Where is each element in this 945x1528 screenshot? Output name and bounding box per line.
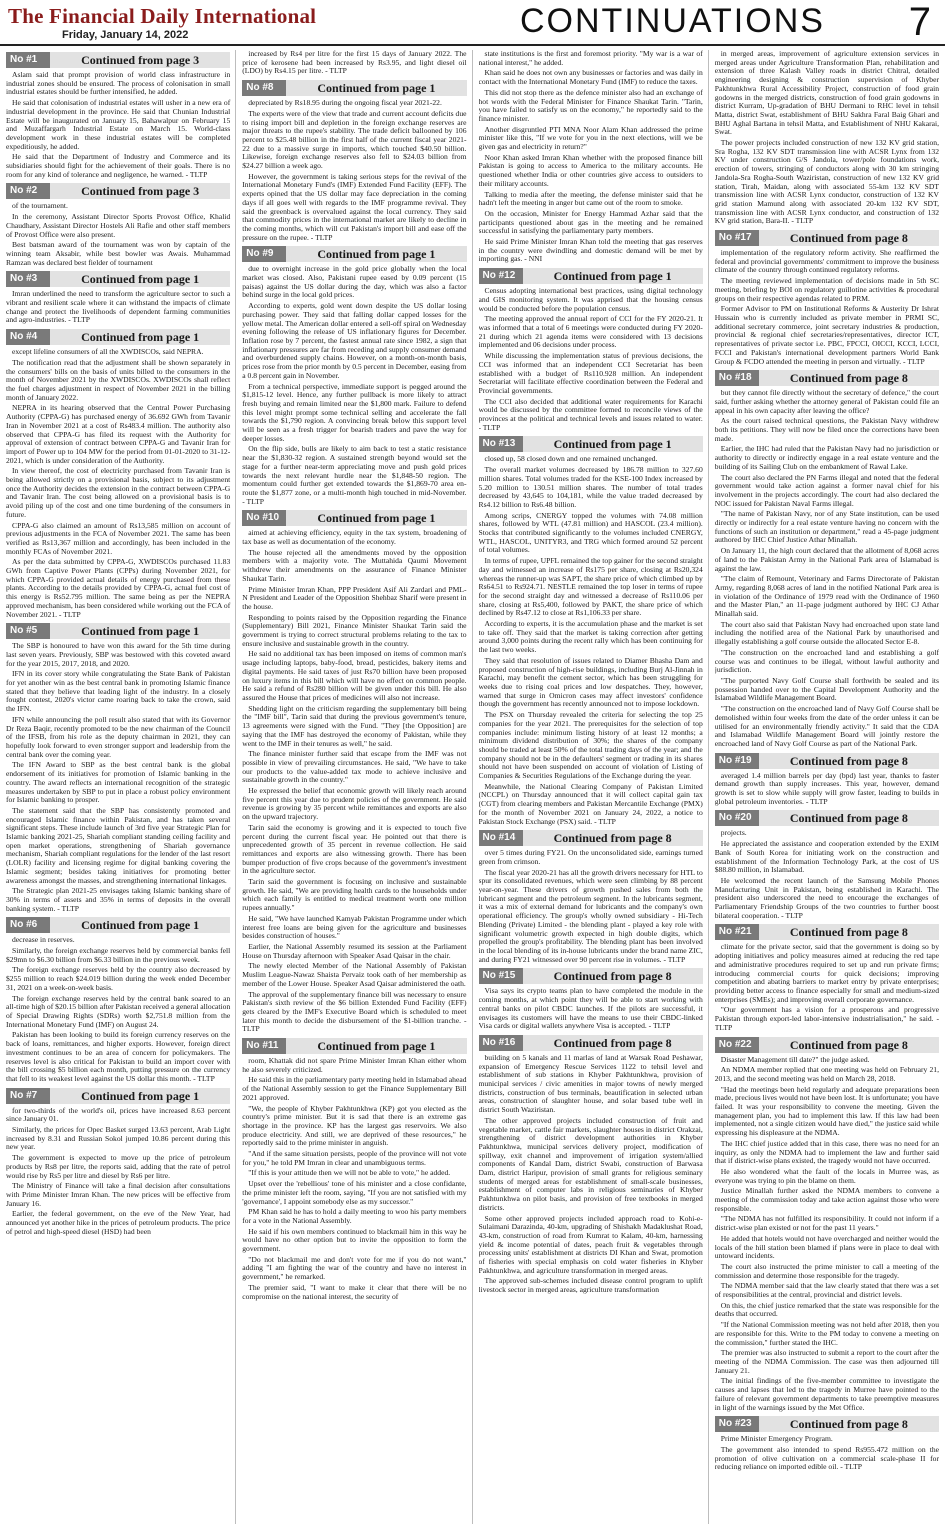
item-number: No #4 — [6, 329, 50, 345]
item-header — [242, 246, 466, 262]
paragraph: Meanwhile, the National Clearing Company of Pakistan Limited (NCCPL) on Thursday announced that it will collect capital gain tax (CGT) from clearing members and Pakistan Mercantile Exchange (PMX) for the month of November 2021 on January 24, 2022, a notice to Pakistan Stock Exchange (PSX) said. - TLTP — [478, 781, 703, 826]
item-header — [479, 968, 703, 984]
item-body — [242, 1057, 466, 1301]
paragraph: He said that colonisation of industrial estates will usher in a new era of industrial development in the province. He said that Chunian Industrial Estate will be inaugurated on January 15, Bahawalpur on February 15 and Muzaffargarh Industrial Estate on March 15. World-class development work in these industrial estates will be completed expeditiously, he added. — [6, 98, 231, 151]
item-number: No #13 — [479, 436, 523, 452]
paragraph: The foreign exchange reserves held by the country also decreased by $255 million to reach $24.019 billion during the week ended December 31, 2021 on a week-on-week basis. — [6, 965, 231, 992]
item-number: No #9 — [242, 246, 286, 262]
item-header — [715, 1416, 939, 1432]
paragraph: Talking to media after the meeting, the defense minister said that he hadn't left the meeting in anger but came out of the room to smoke. — [478, 189, 703, 208]
paragraph: CPPA-G also claimed an amount of Rs13,585 million on account of previous adjustments in the FCA of November 2021. The same has been verified as Rs13,367 million and accordingly, has been included in the monthly FCAs of November 2021. — [6, 520, 231, 556]
item-body — [6, 202, 230, 267]
paragraph: aimed at achieving efficiency, equity in the tax system, broadening of tax base as well as documentation of the economy. — [242, 528, 467, 547]
paragraph: "If the National Commission meeting was not held after 2018, then you are responsible for this. Write to the PM today to convene a meeting on the commission," further stated the IHC. — [714, 1320, 939, 1347]
continuation-item — [715, 753, 939, 807]
continuation-item — [479, 50, 703, 264]
item-title: Continued from page 8 — [759, 1416, 939, 1432]
item-number: No #16 — [479, 1035, 523, 1051]
paragraph: The NDMA member said that the law clearly stated that there was a set of responsibilities at the central, provincial and district levels. — [714, 1281, 939, 1300]
paragraph: Aslam said that prompt provision of world class infrastructure in industrial zones should be ensured. The process of colonisation in small industrial estates should be further intensified, he added. — [6, 70, 231, 97]
paragraph: Some other approved projects included approach road to Kohi-e-Sulaimani Darazinda, 40-km, upgrading of Shishakh Madaklushat Road, 43-km, construction of road from Kumrat to Kalam, 40-km, harnessing yield & income potential of dates, peach fruit & vegetables through processing units' establishment at districts DI Khan and Swat, promotion of fisheries with special emphasis on cold water fisheries in Khyber Pakhtunkhwa, and agriculture transformation in merged areas. — [478, 1213, 703, 1275]
paragraph: Prime Minister Emergency Program. — [720, 1434, 833, 1444]
continuation-item — [479, 436, 703, 826]
item-header — [715, 810, 939, 826]
continuation-item — [6, 623, 230, 913]
item-header — [715, 230, 939, 246]
item-body — [479, 455, 703, 826]
paragraph: The approved sub-schemes included disease control program to uplift livestock sector in merged areas, agriculture transformation — [478, 1276, 703, 1295]
paragraph: He said no additional tax has been imposed on items of common man's usage including laptops, baby-food, bread, pesticides, bakery items and digital payments. He said taxes of just Rs70 billion have been proposed on luxury items in this bill which will have no effect on common people. He said a refund of Rs280 billion will be given under this bill. He also assured the House that prices of medicines will also not increase. — [242, 649, 467, 702]
issue-date: Friday, January 14, 2022 — [62, 29, 189, 41]
paragraph: The court also declared the PN Farms illegal and noted that the federal government would take action against a former naval chief for his involvement in the projects accordingly. The court had also declared the NOC issued for Pakistan Naval Farms illegal. — [714, 472, 939, 508]
item-header — [715, 1037, 939, 1053]
item-header — [715, 924, 939, 940]
item-number: No #15 — [479, 968, 523, 984]
paragraph: for two-thirds of the world's oil, prices have increased 8.63 percent since January 01. — [6, 1105, 231, 1124]
paragraph: climate for the private sector, said that the government is doing so by adopting initiatives and policy measures aimed at reducing the red tape and administrative procedures required to set up and run private firms; introducing commercial courts for quick decisions; improving competition and abating barriers to market entry by private enterprises; providing better access to finance especially for small and medium-sized enterprises (SMEs); and improving overall corporate governance. — [714, 942, 939, 1004]
paragraph: The IHC chief justice added that in this case, there was no need for an inquiry, as only the NDMA had to implement the law and further said that if district-wise plans existed, the tragedy would not have occurred. — [714, 1138, 939, 1166]
masthead — [0, 0, 945, 46]
item-number: No #3 — [6, 271, 50, 287]
paragraph: According to experts, gold went down despite the US dollar losing purchasing power. They said that falling dollar capped losses for the yellow metal. The American dollar entered a sell-off spiral on Wednesday evening following the release of US inflationary figures for December. Inflation rose by 7 percent, the fastest annual rate since 1982, a sign that inflationary pressures are far from receding and supply consumer demand and overburdened supply chains. However, on a month-on-month basis, prices rose from the prior month by 0.5 percent in December, easing from a 0.8 percent gain in November. — [242, 301, 467, 380]
item-title: Continued from page 8 — [759, 753, 939, 769]
paragraph: Prime Minister Imran Khan, PPP President Asif Ali Zardari and PML-N President and Leader of the Opposition Shehbaz Sharif were present in the house. — [242, 584, 467, 611]
item-title: Continued from page 3 — [50, 52, 230, 68]
item-title: Continued from page 1 — [286, 1038, 466, 1054]
paragraph: According to experts, it is the accumulation phase and the market is set to take off. They said that the market is taking correction after getting around 3,000 points during the recent rally which has been continuing for the last two weeks. — [478, 619, 703, 655]
continuation-item — [6, 1088, 230, 1237]
paragraph: The government also intended to spend Rs955.472 million on the promotion of olive cultivation on a commercial scale-phase II for reducing reliance on imported edible oil. - TLTP — [714, 1444, 939, 1472]
item-number: No #5 — [6, 623, 50, 639]
continuation-item — [479, 1035, 703, 1295]
item-body — [242, 99, 466, 242]
paragraph: "And if the same situation persists, people of the province will not vote for you," he told PM Imran in clear and unambiguous terms. — [242, 1149, 467, 1167]
paragraph: "The construction on the encroached land and establishing a golf course was and continues to be illegal, without lawful authority and jurisdiction. — [714, 647, 939, 675]
paragraph: He said this in the parliamentary party meeting held in Islamabad ahead of the National Assembly session to get the Finance Supplementary Bill 2021 approved. — [242, 1075, 467, 1102]
paragraph: The court also instructed the prime minister to call a meeting of the commission and determine those responsible for the tragedy. — [714, 1261, 939, 1280]
item-title: Continued from page 8 — [759, 924, 939, 940]
item-header — [6, 271, 230, 287]
paragraph: Best batsman award of the tournament was won by captain of the winning team Aksabir, while best bowler was Awais. Muhammad Ramzan was declared best fielder of tournament — [6, 240, 231, 267]
paragraph: The Ministry of Finance will take a final decision after consultations with Prime Minister Imran Khan. The new prices will be effective from January 16. — [6, 1181, 231, 1208]
item-body — [479, 287, 703, 432]
paragraph: In view thereof, the cost of electricity purchased from Tavanir Iran is being allowed strictly on a provisional basis, subject to its adjustment once the Authority decides the extension in the contract between CPPA-G and Tavanir Iran. The cost being allowed on a provisional basis is to avoid piling up of the cost and one time burdening of the consumers in future. — [6, 466, 231, 519]
item-header — [6, 917, 230, 933]
paragraph: As per the data submitted by CPPA-G, XWDISCOs purchased 11.83 GWh from Captive Power Plants (CPPs) during November 2021, for which CPPA-G provided actual details of energy purchased from these plants. According to the details provided by CPPA-G, actual fuel cost of this energy is Rs52.795 million. The same being as per the NEPRA approved mechanism, has been considered while working out the FCA of November 2021. - TLTP — [6, 557, 231, 619]
item-title: Continued from page 1 — [286, 510, 466, 526]
item-number: No #2 — [6, 183, 50, 199]
column-1 — [6, 50, 236, 1524]
paragraph: He said that the Department of Industry and Commerce and its subsidiaries should fight for the achievement of their goals. There is no room for any kind of tolerance and negligence, he warned. - TLTP — [6, 152, 231, 179]
item-body — [242, 265, 466, 506]
paper-name: The Financial Daily International — [8, 4, 317, 28]
paragraph: The premier was also instructed to submit a report to the court after the meeting of the NDMA Commission. The case was then adjourned till January 21. — [714, 1348, 939, 1375]
paragraph: Tarin said the government is focusing on inclusive and sustainable growth. He said, "We are providing health cards to the households under which each family is entitled to medical treatment worth one million rupees annually." — [242, 877, 467, 913]
continuation-item — [6, 917, 230, 1083]
paragraph: of the tournament. — [12, 201, 68, 211]
paragraph: The meeting reviewed implementation of decisions made in 5th SC meeting, briefing by BOI on regulatory guillotine activities & procedural groups on their respective agendas related to PRM. — [714, 276, 939, 303]
item-title: Continued from page 1 — [523, 436, 703, 452]
paragraph: "The construction on the encroached land of Navy Golf Course shall be demolished within four weeks from the date of the order unless it can be utilised for an environmentally friendly activity." It said that the CDA and Islamabad Wildlife Management Board will jointly restore the encroached land of Navy Golf Course as part of the National Park. — [714, 704, 939, 748]
paragraph: The IFN Award to SBP as the best central bank is the global endorsement of its initiatives for promotion of Islamic banking in the country. The award reflects an international recognition of the strategic measures undertaken by SBP to put in place a robust policy environment for Islamic banking to prosper. — [6, 760, 231, 805]
item-body — [479, 50, 703, 264]
paragraph: Justice Minallah further asked the NDMA members to convene a meeting of the commission today and take action against those who were responsible. — [714, 1186, 939, 1213]
item-number: No #19 — [715, 753, 759, 769]
paragraph: The PSX on Thursday revealed the criteria for selecting the top 25 companies for the year 2021. The prerequisites for the selection of top companies include: minimum listing history of at least 12 months; a minimum dividend distribution of 30%; the shares of the company should be traded at least 50% of the total trading days of the year; and the company should not be in the defaulters' segment or trading in its shares should not have been suspended on account of violation of Listing of Companies & Securities Regulations of the Exchange during the year. — [478, 710, 703, 781]
continuation-item — [6, 52, 230, 179]
continuation-item — [479, 268, 703, 432]
item-body — [242, 529, 466, 1034]
paragraph: decrease in reserves. — [12, 935, 75, 945]
paragraph: NEPRA in its hearing observed that the Central Power Purchasing Authority (CPPA-G) has purchased energy of 36.692 GWh from Tavanir Iran in November 2021 at a cost of Rs483.4 million. The authority also observed that CPPA-G has filed its request with the Authority for approval of extension of contract between CPPA-G and Tavanir Iran for import of Power up to 104 MW for the period from 01-01-2020 to 31-12-2021, which is under consideration of the Authority. — [6, 403, 231, 465]
item-header — [479, 830, 703, 846]
item-body — [715, 1435, 939, 1472]
item-body — [479, 987, 703, 1031]
paragraph: implementation of the regulatory reform activity. She reaffirmed the federal and provincial governments' commitment to improve the business climate of the country through continued regulatory reforms. — [714, 248, 939, 275]
paragraph: Earlier, the National Assembly resumed its session at the Parliament House on Thursday afternoon with Speaker Asad Qaisar in the chair. — [242, 941, 467, 960]
item-number: No #12 — [479, 268, 523, 284]
paragraph: In terms of rupee, UPFL remained the top gainer for the second straight day and witnessed an increase of Rs175 per share, closing at Rs20,324 whereas the runner-up was SAPT, the share price of which climbed up by Rs64.51 to Rs924.71. NESTLE remained the top loser in terms of rupee for the second straight day and witnessed a decrease of Rs110.06 per share, closing at Rs5,400, followed by PAKT, the share price of which declined by Rs47.12 to close at Rs1,106.33 per share. — [478, 556, 703, 618]
item-title: Continued from page 1 — [523, 268, 703, 284]
item-title: Continued from page 8 — [759, 810, 939, 826]
item-title: Continued from page 1 — [50, 329, 230, 345]
item-title: Continued from page 1 — [50, 271, 230, 287]
paragraph: "The purported Navy Golf Course shall forthwith be sealed and its possession handed over to the Capital Development Authority and the Islamabad Wildlife Management Board. — [714, 676, 939, 703]
paragraph: On January 11, the high court declared that the allotment of 8,068 acres of land to the Pakistan Army in the National Park area of Islamabad is against the law. — [714, 546, 939, 573]
paragraph: "We, the people of Khyber Pakhtunkhwa (KP) got you elected as the country's prime minister. But it is sad that there is an extreme gas shortage in the province. KP has the largest gas reservoirs. We also produce electricity. And still, we are deprived of these resources," he reportedly said to the prime minister in anguish. — [242, 1103, 467, 1148]
item-body — [479, 1054, 703, 1295]
item-body — [6, 1107, 230, 1237]
paragraph: He appreciated the assistance and cooperation extended by the EXIM Bank of South Korea for initiating work on the construction and establishment of the Information Technology Park, at the cost of US $88.80 million, in Islamabad. — [714, 839, 939, 875]
column-4 — [715, 50, 939, 1524]
continuation-item — [242, 80, 466, 242]
item-body — [715, 1056, 939, 1413]
paragraph: He added that hotels would not have overcharged and neither would the locals of the hill station been blamed if plans were in place to deal with untoward incidents. — [714, 1233, 939, 1261]
paragraph: IFN while announcing the poll result also stated that with its Governor Dr Reza Baqir, recently promoted to be the new chairman of the Council of the IFSB, from his role as the deputy chairman in 2021, they can hopefully look forward to even stronger support and leadership from the central bank over the coming year. — [6, 714, 231, 759]
paragraph: Census adopting international best practices, using digital technology and GIS monitoring system. It was apprised that the housing census would be conducted before the population census. — [478, 286, 703, 313]
item-body — [242, 50, 466, 76]
paragraph: He said, "We have launched Kamyab Pakistan Programme under which interest free loans are being given for the agriculture and businesses besides construction of houses." — [242, 913, 467, 941]
item-body — [6, 642, 230, 913]
item-body — [715, 772, 939, 807]
item-number: No #7 — [6, 1088, 50, 1104]
paragraph: However, the government is taking serious steps for the revival of the International Monetary Fund's (IMF) Extended Fund Facility (EFF). The experts opined that the US dollar may face depreciation in the coming days if all goes well with regards to the IMF programme revival. They said the greenback is overvalued against the local currency. They said that commodity prices in the international market are likely to decline in the coming months, which will cut Pakistan's import bill and ease off the pressure on the rupee. - TLTP — [242, 171, 467, 242]
continuation-item — [242, 50, 466, 76]
item-body — [6, 348, 230, 619]
paragraph: As the court raised technical questions, the Pakistan Navy withdrew both its petitions. They will now be filed once the corrections have been made. — [714, 416, 939, 443]
item-title: Continued from page 1 — [50, 623, 230, 639]
item-number: No #23 — [715, 1416, 759, 1432]
paragraph: room, Khattak did not spare Prime Minister Imran Khan either whom he also severely criticized. — [242, 1056, 467, 1074]
paragraph: averaged 1.4 million barrels per day (bpd) last year, thanks to faster demand growth than supply increases. This year, however, demand growth is set to slow while supply will grow faster, leading to builds in global petroleum inventories. - TLTP — [714, 770, 939, 806]
paragraph: over 5 times during FY21. On the unconsolidated side, earnings turned green from crimson. — [478, 848, 703, 866]
column-2 — [242, 50, 472, 1524]
paragraph: Among scrips, CNERGY topped the volumes with 74.08 million shares, followed by WTL (47.81 million) and HASCOL (23.4 million). Stocks that contributed significantly to the volumes included CNERGY, WTL, HASCOL, UNITYR3, and TRG which formed around 52 percent of total volumes. — [478, 510, 703, 555]
continuation-item — [715, 230, 939, 366]
paragraph: From a technical perspective, immediate support is pegged around the $1,815-12 level. Hence, any further pullback is more likely to attract fresh buying and remain limited near the $1,800 mark. Failure to defend this level might prompt some technical selling and accelerate the fall towards the $1,790 region. A convincing break below this support level will be seen as a fresh trigger for bearish traders and pave the way for deeper losses. — [242, 381, 467, 443]
continuation-item — [715, 1037, 939, 1413]
continuation-item — [715, 1416, 939, 1472]
item-body — [479, 849, 703, 964]
paragraph: state institutions is the first and foremost priority. "My war is a war of national interest," he added. — [478, 50, 703, 67]
item-number: No #10 — [242, 510, 286, 526]
continuation-item — [479, 968, 703, 1031]
item-header — [479, 1035, 703, 1051]
continuation-item — [715, 924, 939, 1032]
paragraph: "The claim of Remount, Veterinary and Farms Directorate of Pakistan Army, regarding 8,068 acres of land in the notified National Park area is in violation of the Ordinance of 1979 read with the Ordinance of 1960 and the Master Plan," an 11-page judgment authored by IHC CJ Athar Minallah said. — [714, 574, 939, 619]
item-body — [715, 249, 939, 366]
paragraph: "The name of Pakistan Navy, nor of any State institution, can be used directly or indirectly for a real estate venture having no concern with the functions of such an institution or department," read a 45-page judgment authored by IHC Chief Justice Athar Minallah. — [714, 509, 939, 545]
item-number: No #1 — [6, 52, 50, 68]
page-number: 7 — [908, 0, 931, 44]
continuation-item — [715, 810, 939, 920]
item-number: No #6 — [6, 917, 50, 933]
item-title: Continued from page 1 — [286, 246, 466, 262]
paragraph: Similarly, the prices for Opec Basket surged 13.63 percent, Arab Light increased by 8.31 and Russian Sokol jumped 10.86 percent during this new year. — [6, 1125, 231, 1152]
section-title: CONTINUATIONS — [520, 2, 825, 40]
paragraph: While discussing the implementation status of previous decisions, the CCI was informed that an independent CCI Secretariat has been established with a budget of Rs110.928 million. An independent Secretariat will facilitate effective coordination between the Federal and Provincial governments. — [478, 351, 703, 395]
item-header — [242, 80, 466, 96]
paragraph: Former Advisor to PM on Institutional Reforms & Austerity Dr Ishrat Hussain who is currently included as private member in PRMI SC, additional secretary commerce, joint secretary industries & production, provincial & regional chief secretaries/representatives, director ICT, representatives of private sector i.e. PBC, FPCCI, OICCI, KCCI, LCCI, FCCI and Pakistan's international development partners World Bank Group & FCDO attended the meeting in person and virtually. - TLTP — [714, 304, 939, 366]
continuation-item — [242, 1038, 466, 1301]
item-header — [715, 370, 939, 386]
paragraph: The notification read that the adjustment shall be shown separately in the consumers' bills on the basis of units billed to the consumers in the month of November 2021 by the XWDISCOs. XWDISCOs shall reflect the fuel charges adjustment in respect of November 2021 in the billing month of January 2022. — [6, 357, 231, 402]
paragraph: The SBP is honoured to have won this award for the 5th time during last seven years. Previously, SBP was bestowed with this coveted award for the year 2015, 2017, 2018, and 2020. — [6, 641, 231, 668]
column-3 — [479, 50, 709, 1524]
continuation-item — [242, 510, 466, 1034]
paragraph: The experts were of the view that trade and current account deficits due to rising import bill and depletion in the foreign exchange reserves are major threats to the rupee's stability. The trade deficit ballooned by 106 percent to $25.48 billion in the first half of the current fiscal year 2021-22 due to a massive surge in imports, which touched $40.50 billion. Likewise, foreign exchange reserves also fell to $24.03 billion from $24.27 billion a week ago. — [242, 108, 467, 171]
paragraph: depreciated by Rs18.95 during the ongoing fiscal year 2021-22. — [248, 98, 442, 108]
item-body — [6, 290, 230, 325]
paragraph: Similarly, the foreign exchange reserves held by commercial banks fell $29mn to $6.30 billion from $6.33 billion in the previous week. — [6, 946, 231, 964]
item-header — [242, 510, 466, 526]
paragraph: On this, the chief justice remarked that the state was responsible for the deaths that occurred. — [714, 1300, 939, 1319]
paragraph: The premier said, "I want to make it clear that there will be no compromise on the national interest, the security of — [242, 1282, 467, 1301]
paragraph: He also wondered what the fault of the locals in Murree was, as everyone was trying to pin the blame on them. — [714, 1166, 939, 1185]
item-title: Continued from page 1 — [50, 917, 230, 933]
item-number: No #8 — [242, 80, 286, 96]
item-number: No #17 — [715, 230, 759, 246]
paragraph: "The NDMA has not fulfilled its responsibility. It could not inform if a district-wise plan existed or not for the past 11 years." — [714, 1214, 939, 1233]
item-title: Continued from page 8 — [759, 370, 939, 386]
item-title: Continued from page 1 — [50, 1088, 230, 1104]
paragraph: He welcomed the recent launch of the Samsung Mobile Phones Manufacturing Unit in Pakistan, being established in Karachi. The president also underscored the need to encourage the exchanges of Parliamentary Friendship Groups of the two countries to further boost bilateral cooperation. - TLTP — [714, 875, 939, 920]
paragraph: PM Khan said he has to hold a daily meeting to woo his party members for a vote in the National Assembly. — [242, 1207, 467, 1225]
paragraph: On the flip side, bulls are likely to aim back to test a static resistance near the $1,830-32 region. A sustained strength beyond would set the stage for a further near-term appreciating move and push gold prices towards the next relevant hurdle near the $1,848-50 region. The momentum could further get extended towards the $1,869-70 area en-route the $1,877 zone, or a multi-month high touched in mid-November. - TLTP — [242, 444, 467, 506]
paragraph: "Had the meetings been held regularly and adequate preparations been made, precious lives would not have been lost. It is unfortunate; you have failed. It was your responsibility to convene the meeting. Given the management plan, you had to implement this law. If this law had been implemented, not a single citizen would have died," the justice said while expressing his displeasure at the NDMA. — [714, 1084, 939, 1138]
paragraph: Another disgruntled PTI MNA Noor Alam Khan addressed the prime minister like this, "If we vote for you in the next elections, will we be given gas and electricity in return?" — [478, 124, 703, 152]
item-body — [6, 936, 230, 1083]
paragraph: The statement said that the SBP has consistently promoted and encouraged Islamic finance within Pakistan, and has taken several significant steps. These include launch of 3rd five year Strategic Plan for Islamic banking 2021-25, Shariah compliant standing ceiling facility and open market operations, strengthening of Shariah governance mechanism, Shariah compliant regulations for the lender of the last resort (LOLR) facility and licensing regime for digital banking covering the Islamic segment; besides taking initiatives for promoting better awareness amongst the masses, and strengthening international linkages. — [6, 805, 231, 885]
item-title: Continued from page 8 — [523, 830, 703, 846]
paragraph: The meeting approved the annual report of CCI for the FY 2020-21. It was informed that a total of 6 meetings were conducted during FY 2020-21 during which 21 agenda items were considered with 13 decisions implemented and 06 decisions under process. — [478, 314, 703, 350]
paragraph: "Do not blackmail me and don't vote for me if you do not want," adding "I am fighting the war of the country and have no interest in government," he remarked. — [242, 1254, 467, 1282]
paragraph: Imran underlined the need to transform the agriculture sector to such a vibrant and resilient scale where it can withstand the impacts of climate change and protect the livelihoods of dependent farming communities and agro-industries. - TLTP — [6, 289, 231, 325]
item-number: No #14 — [479, 830, 523, 846]
paragraph: He expressed the belief that economic growth will likely reach around five percent this year due to prudent policies of the government. He said revenue is growing by 35 percent while remittances and exports are also on the upward trajectory. — [242, 786, 467, 822]
paragraph: The approval of the supplementary finance bill was necessary to ensure Pakistan's sixth review of the $6 billion Extended Fund Facility (EFF) gets cleared by the IMF's Executive Board which is scheduled to meet later this month to decide the disbursement of the $1-billion tranche. - TLTP — [242, 989, 467, 1034]
item-header — [6, 1088, 230, 1104]
item-body — [6, 71, 230, 179]
paragraph: IFN in its cover story while congratulating the State Bank of Pakistan for yet another win as the best central bank in promoting Islamic finance stated that they believe that leading light of the industry. In a closely fought contest, 2020's victor came roaring back to take the crown, said the IFN. — [6, 669, 231, 714]
paragraph: An NDMA member replied that one meeting was held on February 21, 2013, and the second meeting was held on March 28, 2018. — [714, 1065, 939, 1083]
columns-container — [6, 50, 939, 1524]
paragraph: They said that resolution of issues related to Diamer Bhasha Dam and proposed construction of high-rise buildings, including Burj Al-Jinnah in Karachi, may benefit the cement sector, which has been struggling for weeks due to rising coal prices and low despatches. They, however, warned that surge in Omicron cases may affect investors' confidence though the government has recently announced not to impose lockdown. — [478, 655, 703, 709]
item-title: Continued from page 8 — [759, 230, 939, 246]
continuation-item — [6, 329, 230, 619]
paragraph: The other approved projects included construction of fruit and vegetable market, cattle fair markets, slaughter houses in district Orakzai, strengthening of district development authorities in Khyber Pakhtunkhwa, municipal services delivery project, modification of spillway, exit channel and improvement of irrigation system/allied components of Kandal Dam, district Swabi, construction of Barwasa Dam, district Haripur, provision of small grants for religious seminary students of merged areas for establishment of small-scale businesses, establishment of computer labs in religious seminaries of Khyber Pakhtunkhwa on pilot basis, and provision of free textbooks in merged districts. — [478, 1115, 703, 1212]
paragraph: closed up, 58 closed down and one remained unchanged. — [484, 454, 658, 464]
item-header — [6, 623, 230, 639]
item-header — [6, 52, 230, 68]
item-title: Continued from page 3 — [50, 183, 230, 199]
item-header — [715, 753, 939, 769]
continuation-item — [715, 370, 939, 748]
item-title: Continued from page 8 — [523, 1035, 703, 1051]
paragraph: The overall market volumes decreased by 186.78 million to 327.60 million shares. Total volumes traded for the KSE-100 Index increased by 5.20 million to 130.51 million shares. The number of total trades decreased by 43,645 to 104,181, while the value traded decreased by Rs4.12 billion to Rs6.48 billion. — [478, 465, 703, 509]
paragraph: Pakistan has been looking to build its foreign currency reserves on the back of loans, remittances, and higher exports. However, foreign direct investment continues to be an area of concern for policymakers. The reserves level is also critical for Pakistan to build an import cover with the bill crossing $5 billion each month, putting pressure on the currency that fell to its weakest level against the US dollar this month. - TLTP — [6, 1030, 231, 1083]
item-header — [6, 329, 230, 345]
item-header — [479, 268, 703, 284]
paragraph: projects. — [720, 828, 747, 838]
paragraph: due to overnight increase in the gold price globally when the local market was closed. Also, Pakistani rupee eased by 0.09 percent (15 paisas) against the US dollar during the day, which was also a factor behind surge in the local gold prices. — [242, 264, 467, 300]
item-number: No #20 — [715, 810, 759, 826]
paragraph: except lifeline consumers of all the XWDISCOs, said NEPRA. — [12, 347, 204, 357]
paragraph: He said if his own members continued to blackmail him in this way he would have no other option but to invite the opposition to form the government. — [242, 1226, 467, 1254]
paragraph: The newly elected Member of the National Assembly of Pakistan Muslim League-Nawaz Shaista Pervaiz took oath of her membership as member of the Lower House. Speaker Asad Qaisar administered the oath. — [242, 961, 467, 988]
paragraph: The initial findings of the five-member committee to investigate the causes and lapses that led to the tragedy in Murree have pointed to the failure of relevant government departments to take preemptive measures in light of the warnings issued by the Met Office. — [714, 1376, 939, 1412]
item-header — [242, 1038, 466, 1054]
item-header — [479, 436, 703, 452]
item-number: No #11 — [242, 1038, 286, 1054]
paragraph: building on 5 kanals and 11 marlas of land at Warsak Road Peshawar, expansion of Emergency Rescue Services 1122 to tehsil level and establishment of sub stations in Khyber Pakhtunkhwa, provision of municipal services / civic amenities in major towns of newly merged districts, construction of bus terminals, beautification in selected urban areas, construction of slaughter house, and solar based tube well in district South Waziristan. — [478, 1052, 703, 1115]
paragraph: Khan said he does not own any businesses or factories and was daily in contact with the International Monetary Fund (IMF) to reduce the taxes. — [478, 68, 703, 87]
paragraph: The CCI also decided that additional water requirements for Karachi would be discussed by the committee formed to reconcile views of the provinces at the political and technical levels and issues related to water. - TLTP — [478, 396, 703, 432]
item-number: No #18 — [715, 370, 759, 386]
paragraph: The foreign exchange reserves held by the central bank soared to an all-time high of $20.15 billion after Pakistan received a general allocation of Special Drawing Rights (SDRs) worth $2,751.8 million from the International Monetary Fund (IMF) on August 24. — [6, 993, 231, 1029]
item-number: No #22 — [715, 1037, 759, 1053]
item-title: Continued from page 1 — [286, 80, 466, 96]
paragraph: but they cannot file directly without the secretary of defence," the court said, further asking whether the attorney general of Pakistan could file an appeal in his own capacity after leaving the office? — [714, 388, 939, 415]
paragraph: Noor Khan asked Imran Khan whether with the proposed finance bill Pakistan is going to access to America to the military accounts. He questioned whether India or other countries give access to outsiders to their military accounts. — [478, 152, 703, 188]
paragraph: Shedding light on the criticism regarding the supplementary bill being the "IMF bill", Tarin said that during the previous government's tenure, 13 agreements were signed with the Fund. "They [the Opposition] are saying that the IMF has destroyed the economy of Pakistan, while they went to the IMF in their tenures as well," he said. — [242, 703, 467, 748]
item-number: No #21 — [715, 924, 759, 940]
paragraph: The government is expected to move up the price of petroleum products by Rs8 per litre, the reports said, adding that the rate of petrol would rise by Rs5 per litre and diesel by Rs6 per litre. — [6, 1153, 231, 1180]
paragraph: Tarin said the economy is growing and it is expected to touch five percent during the current fiscal year. He pointed out that there is unprecedented growth of 35 percent in revenue collection. He said remittances and exports are also witnessing growth. There has been bumper production of five crops because of the government's investment in the agriculture sector. — [242, 822, 467, 876]
paragraph: This did not stop there as the defence minister also had an exchange of hot words with the Federal Minister for Finance Shaukat Tarin. "Tarin, you have failed to satisfy us on the economy," he reportedly said to the finance minister. — [478, 87, 703, 123]
item-body — [715, 829, 939, 920]
paragraph: The finance minister further said that escape from the IMF was not possible in view of prevailing circumstances. He said, "We have to take our products to the value-added tax mode to achieve inclusive and sustainable growth in the country." — [242, 749, 467, 785]
paragraph: in merged areas, improvement of agriculture extension services in merged areas under Agriculture Transformation Plan, rehabilitation and extension of three Kalash Valley roads in district Chitral, detailed engineering designing & construction supervision of Khyber Pakhtunkhwa Rural Accessibility Project, construction of food grain godowns in the merged districts, construction of food grain godowns in district Kurram, Up-gradation of BHU Dermani to RHC level in tehsil Matta, district Swat, establishment of BHU Sakhra Faral Baig Ghari and BHU Aghal Bartana in tehsil Matta, and Establishment of NHU Kakarai, Swat. — [714, 50, 939, 137]
paragraph: The court also said that Pakistan Navy had encroached upon state land including the notified area of the National Park by unauthorised and illegally establishing a golf course outside the allocated Sector E-8. — [714, 619, 939, 647]
paragraph: The Strategic plan 2021-25 envisages taking Islamic banking share of 30% in terms of assets and 35% in terms of deposits in the overall banking system. - TLTP — [6, 886, 231, 913]
paragraph: Visa says its crypto teams plan to have completed the module in the coming months, at which point they will be able to start working with central banks on pilot CBDC launches. If the pilots are successful, it envisages its customers will have the means to use their CBDC-linked Visa cards or digital wallets anywhere Visa is accepted. - TLTP — [478, 986, 703, 1031]
paragraph: The fiscal year 2020-21 has all the growth drivers necessary for HTL to spur its consolidated revenues, which were seen climbing by 88 percent year-on-year. These drivers of growth pushed sales from both the lubricant segment and the petroleum segment. In the lubricants segment, it was a mix of external demand for lubricants and the company's own operational efficiency. The group's wholly owned subsidiary - Hi-Tech Blending (Private) Limited - the blending plant - played a key role with significant volumetric growth expected in high double digits, which propelled the group's profitability. The blending plant has been involved in the local blending of its in-house lubricants under the brand name ZIC, and during FY21 witnessed over 90 percent rise in volumes. - TLTP — [478, 867, 703, 964]
paragraph: On the occasion, Minister for Energy Hammad Azhar said that the participants questioned about gas in the meeting and he remained successful in satisfying the parliamentary party members. — [478, 208, 703, 236]
paragraph: He said Prime Minister Imran Khan told the meeting that gas reserves in the country were dwindling and domestic demand will be met by importing gas. - NNI — [478, 237, 703, 264]
item-body — [715, 50, 939, 226]
item-title: Continued from page 8 — [523, 968, 703, 984]
continuation-item — [715, 50, 939, 226]
paragraph: "Our government has a vision for a prosperous and progressive Pakistan through export-led labor-intensive industrialisation," he said. - TLTP — [714, 1005, 939, 1032]
item-body — [715, 943, 939, 1032]
continuation-item — [479, 830, 703, 964]
paragraph: The house rejected all the amendments moved by the opposition members with a majority vote. The Muttahida Qaumi Movement withdrew their amendments on the assurance of Finance Minister Shaukat Tarin. — [242, 547, 467, 583]
paragraph: Earlier, the IHC had ruled that the Pakistan Navy had no jurisdiction or authority to directly or indirectly engage in a real estate venture and the building of its Sailing Club on the embankment of Rawal Lake. — [714, 444, 939, 471]
paragraph: Earlier, the federal government, on the eve of the New Year, had announced yet another hike in the prices of petroleum products. The price of petrol and high-speed diesel (HSD) had been — [6, 1209, 231, 1236]
paragraph: increased by Rs4 per litre for the first 15 days of January 2022. The price of kerosene had been increased by Rs3.95, and light diesel oil (LDO) by Rs4.15 per litre. - TLTP — [242, 50, 467, 76]
paragraph: Responding to points raised by the Opposition regarding the Finance (Supplementary) Bill 2021, Finance Minister Shaukat Tarin said the government is trying to correct structural problems relating to the tax to ensure inclusive and sustainable growth in the country. — [242, 612, 467, 648]
paragraph: The power projects included construction of new 132 KV grid station, Sra Rogha, 132 KV SDT transmission line with ACSR Lynx from 132 KV under construction G/S Jandola, tower/pole foundations work, erection of towers, stringing of conductors along with 30 km stringing Jandola-Sra Rogha-South Waziristan, construction of new 132 KV grid station, Tirah, Maidan, along with associated 55-km 132 KV SDT transmission line with ACSR Lynx conductor, construction of 132 KV grid station Mamund along with associated 20-km 132 KV SDT, transmission line with ACSR Lynx conductor, and construction of 132 KV grid station, Bara-II. - TLTP — [714, 138, 939, 226]
item-header — [6, 183, 230, 199]
item-body — [715, 389, 939, 748]
paragraph: Disaster Management till date?" the judge asked. — [720, 1054, 870, 1064]
continuation-item — [6, 271, 230, 325]
continuation-item — [6, 183, 230, 267]
paragraph: Upset over the 'rebellious' tone of his minister and a close confidante, the prime minister left the room, saying, "If you are not satisfied with my 'governance', I appoint somebody else as my successor." — [242, 1179, 467, 1206]
paragraph: "If this is your attitude then we will not be able to vote," he added. — [248, 1168, 451, 1178]
continuation-item — [242, 246, 466, 506]
paragraph: In the ceremony, Assistant Director Sports Provost Office, Khalid Chaudhary, Assistant Director Hostels Ali Rafie and other staff members of Provost Office were also present. — [6, 212, 231, 239]
item-title: Continued from page 8 — [759, 1037, 939, 1053]
